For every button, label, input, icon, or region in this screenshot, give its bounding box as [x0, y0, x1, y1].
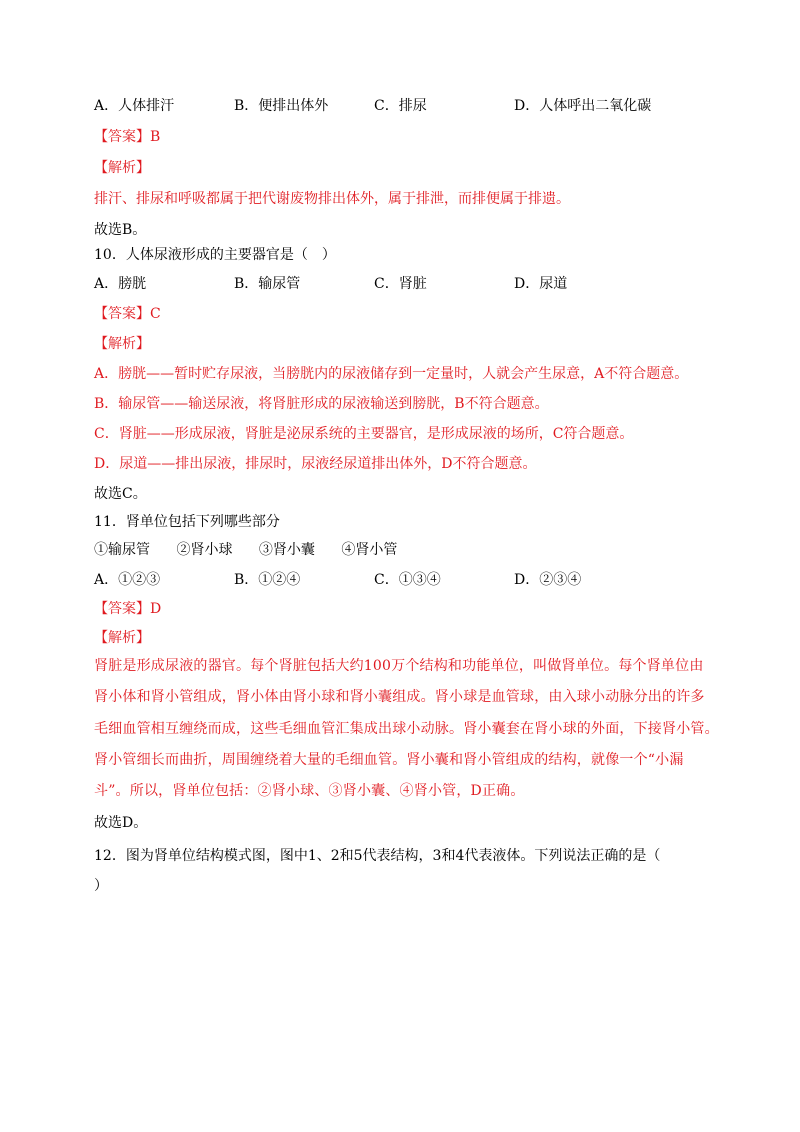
q10-question: 10．人体尿液形成的主要器官是（ ） [94, 247, 336, 263]
q11-option-d: D．②③④ [514, 572, 582, 588]
q9-options [94, 95, 714, 117]
q10-option-d: D．尿道 [514, 276, 568, 292]
q10-options [94, 273, 714, 295]
q12-question-line-2: ） [94, 878, 108, 894]
q10-option-c: C．肾脏 [374, 276, 427, 292]
q11-analysis-line: 肾小体和肾小管组成，肾小体由肾小球和肾小囊组成。肾小球是血管球，由入球小动脉分出的许多 [94, 689, 705, 706]
q11-analysis-line: 斗”。所以，肾单位包括：②肾小球、③肾小囊、④肾小管，D正确。 [94, 783, 525, 800]
q9-option-a: A．人体排汗 [94, 98, 175, 114]
q11-analysis-line: 肾小管细长而曲折，周围缠绕着大量的毛细血管。肾小囊和肾小管组成的结构，就像一个“小漏 [94, 751, 684, 768]
q10-conclusion: 故选C。 [94, 486, 147, 502]
q11-item-1: ①输尿管 [94, 542, 150, 558]
q9-option-c: C．排尿 [374, 98, 427, 114]
q9-analysis-label: 【解析】 [94, 160, 150, 176]
q11-item-3: ③肾小囊 [258, 542, 315, 558]
q11-analysis-label: 【解析】 [94, 630, 150, 646]
q10-analysis-c: C．肾脏——形成尿液，肾脏是泌尿系统的主要器官，是形成尿液的场所，C符合题意。 [94, 426, 634, 442]
q9-conclusion: 故选B。 [94, 222, 147, 238]
q10-analysis-b: B．输尿管——输送尿液，将肾脏形成的尿液输送到膀胱，B不符合题意。 [94, 396, 549, 412]
q11-analysis-line: 毛细血管相互缠绕而成，这些毛细血管汇集成出球小动脉。肾小囊套在肾小球的外面，下接肾小管。 [94, 720, 719, 737]
q9-analysis-text: 排汗、排尿和呼吸都属于把代谢废物排出体外，属于排泄，而排便属于排遗。 [94, 191, 570, 207]
q11-conclusion: 故选D。 [94, 815, 148, 831]
q11-analysis-line: 肾脏是形成尿液的器官。每个肾脏包括大约100万个结构和功能单位，叫做肾单位。每个肾单位由 [94, 658, 704, 674]
q11-options [94, 569, 714, 591]
q10-option-a: A．膀胱 [94, 276, 147, 292]
q10-analysis-label: 【解析】 [94, 336, 150, 352]
q11-option-c: C．①③④ [374, 572, 441, 588]
q10-analysis-a: A．膀胱——暂时贮存尿液，当膀胱内的尿液储存到一定量时，人就会产生尿意，A不符合题意。 [94, 366, 689, 382]
q9-answer: 【答案】B [94, 129, 161, 145]
q11-answer: 【答案】D [94, 601, 162, 617]
q11-item-2: ②肾小球 [176, 542, 233, 558]
q9-option-d: D．人体呼出二氧化碳 [514, 98, 652, 114]
q11-items [94, 539, 419, 561]
q11-option-a: A．①②③ [94, 572, 161, 588]
q11-question: 11．肾单位包括下列哪些部分 [94, 514, 280, 530]
q11-option-b: B．①②④ [234, 572, 301, 588]
q11-analysis-paragraph [94, 651, 719, 807]
q11-item-4: ④肾小管 [341, 542, 398, 558]
q9-option-b: B．便排出体外 [234, 98, 329, 114]
q12-question-line-1: 12．图为肾单位结构模式图，图中1、2和5代表结构，3和4代表液体。下列说法正确的是（ [94, 848, 661, 864]
q10-option-b: B．输尿管 [234, 276, 301, 292]
q10-answer: 【答案】C [94, 306, 161, 322]
q10-analysis-d: D．尿道——排出尿液，排尿时，尿液经尿道排出体外，D不符合题意。 [94, 456, 537, 472]
